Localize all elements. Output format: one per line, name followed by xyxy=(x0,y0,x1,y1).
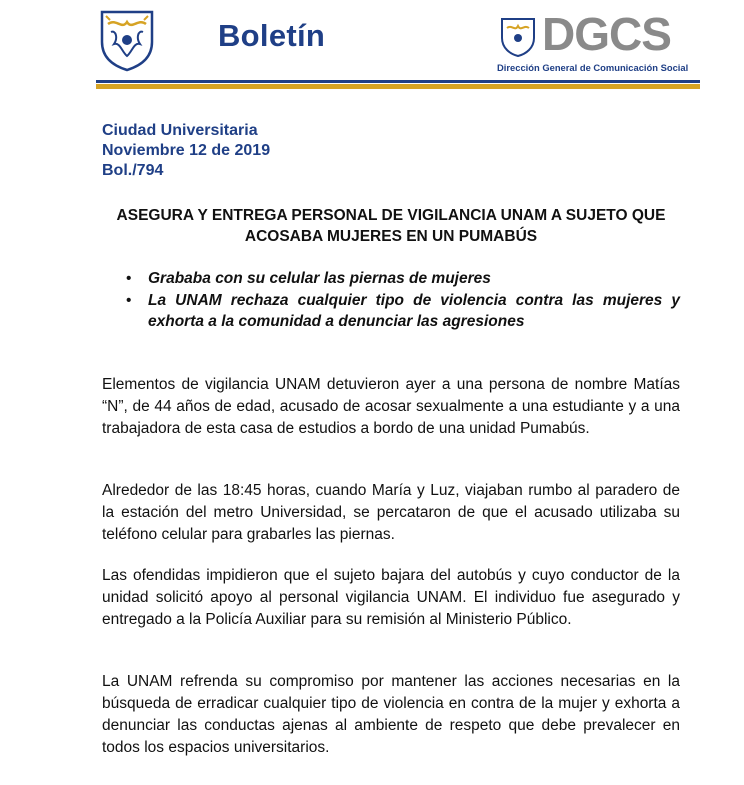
highlights-list xyxy=(102,268,680,333)
location: Ciudad Universitaria xyxy=(102,122,258,139)
list-item xyxy=(102,268,680,289)
bullet-icon: • xyxy=(126,292,132,309)
bullet-icon: • xyxy=(126,270,132,287)
bulletin-number: Bol./794 xyxy=(102,162,164,179)
paragraph-3: Las ofendidas impidieron que el sujeto bajara del autobús y cuyo conductor de la unidad solicitó apoyo al personal vigilancia UNAM. El individuo fue asegurado y entregado a la Policía Auxiliar para su remisión al Ministerio Público. xyxy=(102,567,680,628)
dgcs-subtitle: Dirección General de Comunicación Social xyxy=(497,62,689,73)
unam-crest-logo xyxy=(96,8,158,72)
header-rule-blue xyxy=(96,80,700,83)
paragraph-1: Elementos de vigilancia UNAM detuvieron ayer a una persona de nombre Matías “N”, de 44 años de edad, acusado de acosar sexualmente a una estudiante y a una trabajadora de esta casa de estudios a bordo de una unidad Pumabús. xyxy=(102,376,680,437)
header-rule-gold xyxy=(96,84,700,89)
headline: ASEGURA Y ENTREGA PERSONAL DE VIGILANCIA UNAM A SUJETO QUE ACOSABA MUJERES EN UN PUMABÚS xyxy=(116,207,666,245)
paragraph-4: La UNAM refrenda su compromiso por mantener las acciones necesarias en la búsqueda de erradicar cualquier tipo de violencia en contra de la mujer y exhorta a denunciar las conductas ajenas al ambiente de respeto que debe prevalecer en todos los espacios universitarios. xyxy=(102,673,680,756)
dgcs-logo: DGCS xyxy=(542,8,671,60)
highlight-text: Grababa con su celular las piernas de mujeres xyxy=(148,270,491,287)
paragraph-2: Alrededor de las 18:45 horas, cuando María y Luz, viajaban rumbo al paradero de la estación del metro Universidad, se percataron de que el acusado utilizaba su teléfono celular para grabarles las piernas. xyxy=(102,482,680,543)
list-item xyxy=(102,290,680,332)
date: Noviembre 12 de 2019 xyxy=(102,142,271,159)
bulletin-meta xyxy=(102,121,270,181)
letterhead xyxy=(0,0,744,92)
highlight-text: La UNAM rechaza cualquier tipo de violencia contra las mujeres y exhorta a la comunidad a denunciar las agresiones xyxy=(148,292,680,330)
bulletin-title: Boletín xyxy=(218,18,326,53)
dgcs-crest-logo xyxy=(498,16,538,58)
